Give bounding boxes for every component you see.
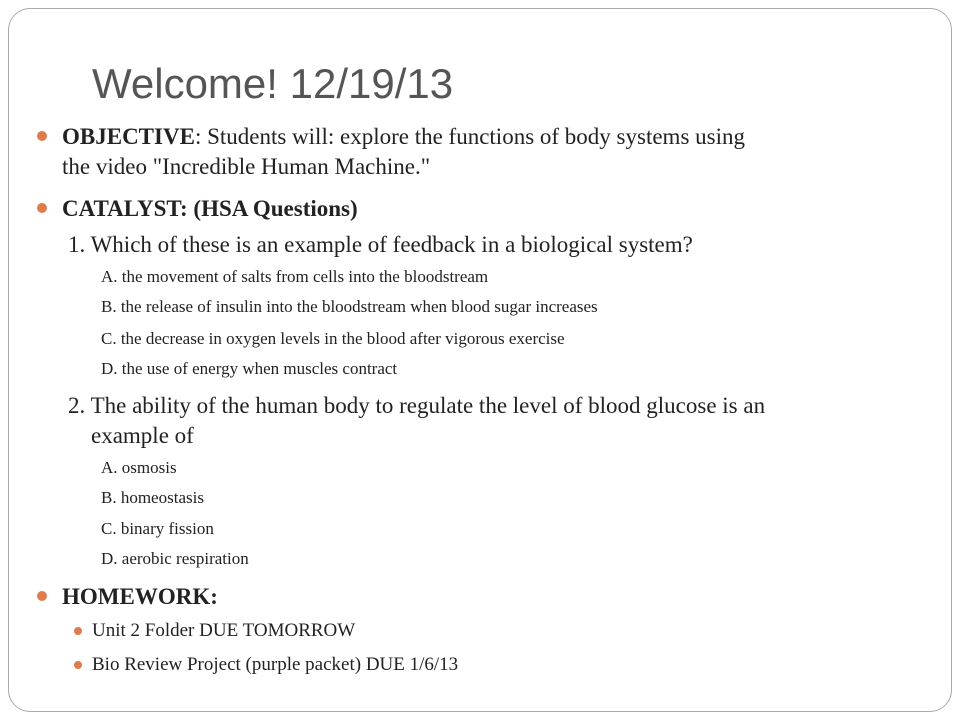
objective-line-1 bbox=[62, 122, 745, 152]
q2-option-d: D. aerobic respiration bbox=[101, 549, 249, 568]
bullet-icon bbox=[74, 661, 82, 669]
question-number: 2. bbox=[68, 393, 86, 418]
question-text: The ability of the human body to regulate the level of blood glucose is an bbox=[90, 393, 766, 418]
catalyst-heading: CATALYST: (HSA Questions) bbox=[62, 196, 358, 221]
q2-option-c: C. binary fission bbox=[101, 519, 214, 538]
homework-heading: HOMEWORK: bbox=[62, 584, 218, 609]
question-number: 1. bbox=[68, 232, 86, 257]
homework-item: Bio Review Project (purple packet) DUE 1/6/13 bbox=[92, 654, 459, 675]
bullet-icon bbox=[37, 591, 47, 601]
q1-option-d: D. the use of energy when muscles contract bbox=[101, 359, 398, 378]
bullet-icon bbox=[74, 627, 82, 635]
q2-option-b: B. homeostasis bbox=[101, 488, 204, 507]
question-text: Which of these is an example of feedback in a biological system? bbox=[90, 232, 693, 257]
question-1 bbox=[68, 230, 693, 260]
objective-text: : Students will: explore the functions of body systems using bbox=[194, 124, 745, 149]
question-2-continued: example of bbox=[91, 423, 194, 448]
slide-title: Welcome! 12/19/13 bbox=[92, 60, 454, 107]
q1-option-a: A. the movement of salts from cells into the bloodstream bbox=[101, 267, 489, 286]
question-2 bbox=[68, 391, 765, 421]
bullet-icon bbox=[37, 203, 47, 213]
q2-option-a: A. osmosis bbox=[101, 458, 177, 477]
q1-option-c: C. the decrease in oxygen levels in the blood after vigorous exercise bbox=[101, 329, 565, 348]
homework-item: Unit 2 Folder DUE TOMORROW bbox=[92, 620, 356, 641]
q1-option-b: B. the release of insulin into the bloodstream when blood sugar increases bbox=[101, 297, 598, 316]
bullet-icon bbox=[37, 131, 47, 141]
objective-label: OBJECTIVE bbox=[62, 124, 195, 149]
objective-line-2: the video "Incredible Human Machine." bbox=[62, 154, 431, 179]
